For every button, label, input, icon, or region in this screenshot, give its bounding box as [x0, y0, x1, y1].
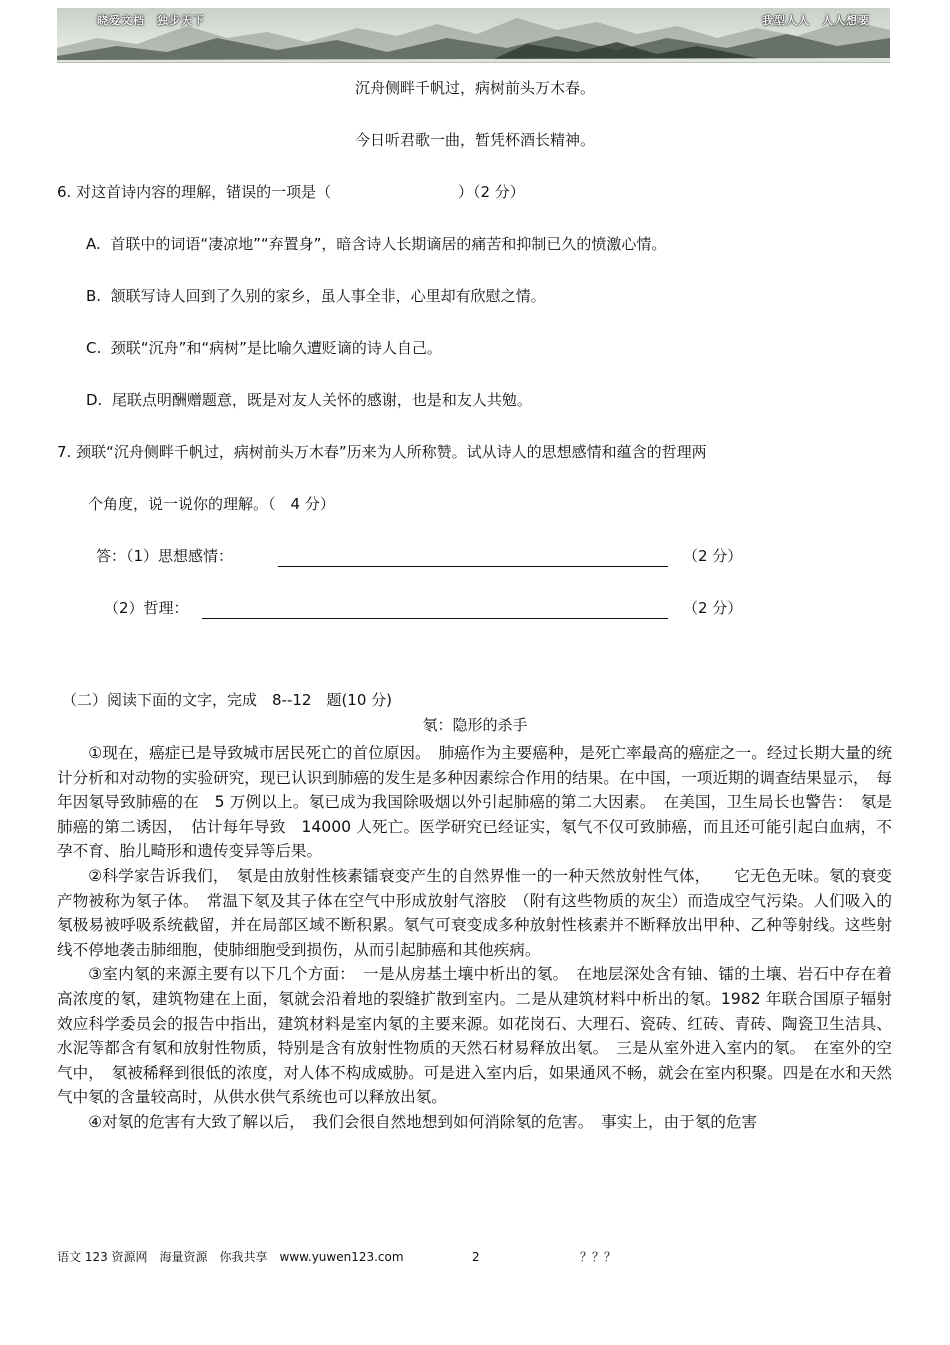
q7-answer2-label: （2）哲理：	[104, 599, 189, 617]
header-banner	[57, 8, 890, 63]
poem-line-1: 沉舟侧畔千帆过，病树前头万木春。	[354, 79, 595, 97]
article-title: 氡：隐形的杀手	[422, 716, 528, 734]
q6-option-c	[86, 338, 442, 358]
q7-stem-line-2: 个角度，说一说你的理解。（ 4 分）	[88, 495, 335, 513]
option-letter: A.	[86, 235, 101, 253]
q6-option-d	[86, 390, 532, 410]
option-letter: C.	[86, 339, 102, 357]
footer-mark: ？？？	[580, 1250, 617, 1264]
q6-stem-end: ）（2 分）	[458, 183, 525, 201]
option-letter: B.	[86, 287, 102, 305]
q6-option-a	[86, 234, 666, 254]
option-text: 颔联写诗人回到了久别的家乡，虽人事全非，心里却有欣慰之情。	[110, 287, 546, 305]
q6-option-b	[86, 286, 546, 306]
option-letter: D.	[86, 391, 103, 409]
option-text: 首联中的词语“凄凉地”“弃置身”，暗含诗人长期谪居的痛苦和抑制已久的愤激心情。	[110, 235, 667, 253]
section2-heading: （二）阅读下面的文字，完成 8--12 题(10 分)	[62, 691, 393, 709]
article-paragraph-4: ④对氡的危害有大致了解以后， 我们会很自然地想到如何消除氡的危害。 事实上，由于氡的危害	[88, 1112, 758, 1131]
poem-line-2: 今日听君歌一曲，暂凭杯酒长精神。	[354, 131, 595, 149]
option-text: 尾联点明酬赠题意，既是对友人关怀的感谢，也是和友人共勉。	[111, 391, 532, 409]
page-number: 2	[472, 1250, 480, 1264]
banner-left-text: 晓爱文档 独步天下	[97, 14, 205, 27]
article-paragraph-1: ①现在，癌症已是导致城市居民死亡的首位原因。 肺癌作为主要癌种，是死亡率最高的癌症之一。经过长期大量的统计分析和对动物的实验研究，现已认识到肺癌的发生是多种因素综合作用的结果。在中国，一项近期的调查结果显示， 每年因氡导致肺癌的在 5 万例以上。氡已成为我国除吸烟以外引起肺癌的第二大因素。 在美国，卫生局长也警告： 氡是肺癌的第二诱因， 估计每年导致 14000 人死亡。医学研究已经证实，氡气不仅可致肺癌，而且还可能引起白血病，不孕不育、胎儿畸形和遗传变异等后果。	[57, 744, 892, 861]
footer-site: 语文 123 资源网 海量资源 你我共享 www.yuwen123.com	[57, 1250, 404, 1264]
banner-right-text: 我型人人 人人想要	[762, 14, 870, 27]
q7-stem-line-1: 7. 颈联“沉舟侧畔千帆过，病树前头万木春”历来为人所称赞。试从诗人的思想感情和蕴含的哲理两	[57, 443, 707, 461]
q7-answer1-score: （2 分）	[683, 547, 743, 565]
option-text: 颈联“沉舟”和“病树”是比喻久遭贬谪的诗人自己。	[110, 339, 442, 357]
q7-answer1-label: 答：（1）思想感情：	[96, 547, 234, 565]
article-paragraph-3: ③室内氡的来源主要有以下几个方面： 一是从房基土壤中析出的氡。 在地层深处含有铀、镭的土壤、岩石中存在着高浓度的氡，建筑物建在上面，氡就会沿着地的裂缝扩散到室内。二是从建筑材料中析出的氡。1982 年联合国原子辐射效应科学委员会的报告中指出，建筑材料是室内氡的主要来源。如花岗石、大理石、瓷砖、红砖、青砖、陶瓷卫生洁具、水泥等都含有氡和放射性物质，特别是含有放射性物质的天然石材易释放出氡。 三是从室外进入室内的氡。 在室外的空气中， 氡被稀释到很低的浓度，对人体不构成威胁。可是进入室内后，如果通风不畅，就会在室内积聚。四是在水和天然气中氡的含量较高时，从供水供气系统也可以释放出氡。	[57, 965, 892, 1107]
q7-answer2-blank[interactable]	[202, 618, 668, 619]
q7-answer2-score: （2 分）	[683, 599, 743, 617]
q7-answer1-blank[interactable]	[278, 566, 668, 567]
q6-stem: 6. 对这首诗内容的理解，错误的一项是（	[57, 183, 332, 201]
article-paragraph-2: ②科学家告诉我们， 氡是由放射性核素镭衰变产生的自然界惟一的一种天然放射性气体， 它无色无味。氡的衰变产物被称为氡子体。 常温下氡及其子体在空气中形成放射气溶胶 （附有这些物质的灰尘）而造成空气污染。人们吸入的氡极易被呼吸系统截留，并在局部区域不断积累。氡气可衰变成多种放射性核素并不断释放出甲种、乙种等射线。这些射线不停地袭击肺细胞，使肺细胞受到损伤，从而引起肺癌和其他疾病。	[57, 866, 892, 959]
article-body	[57, 741, 892, 1135]
